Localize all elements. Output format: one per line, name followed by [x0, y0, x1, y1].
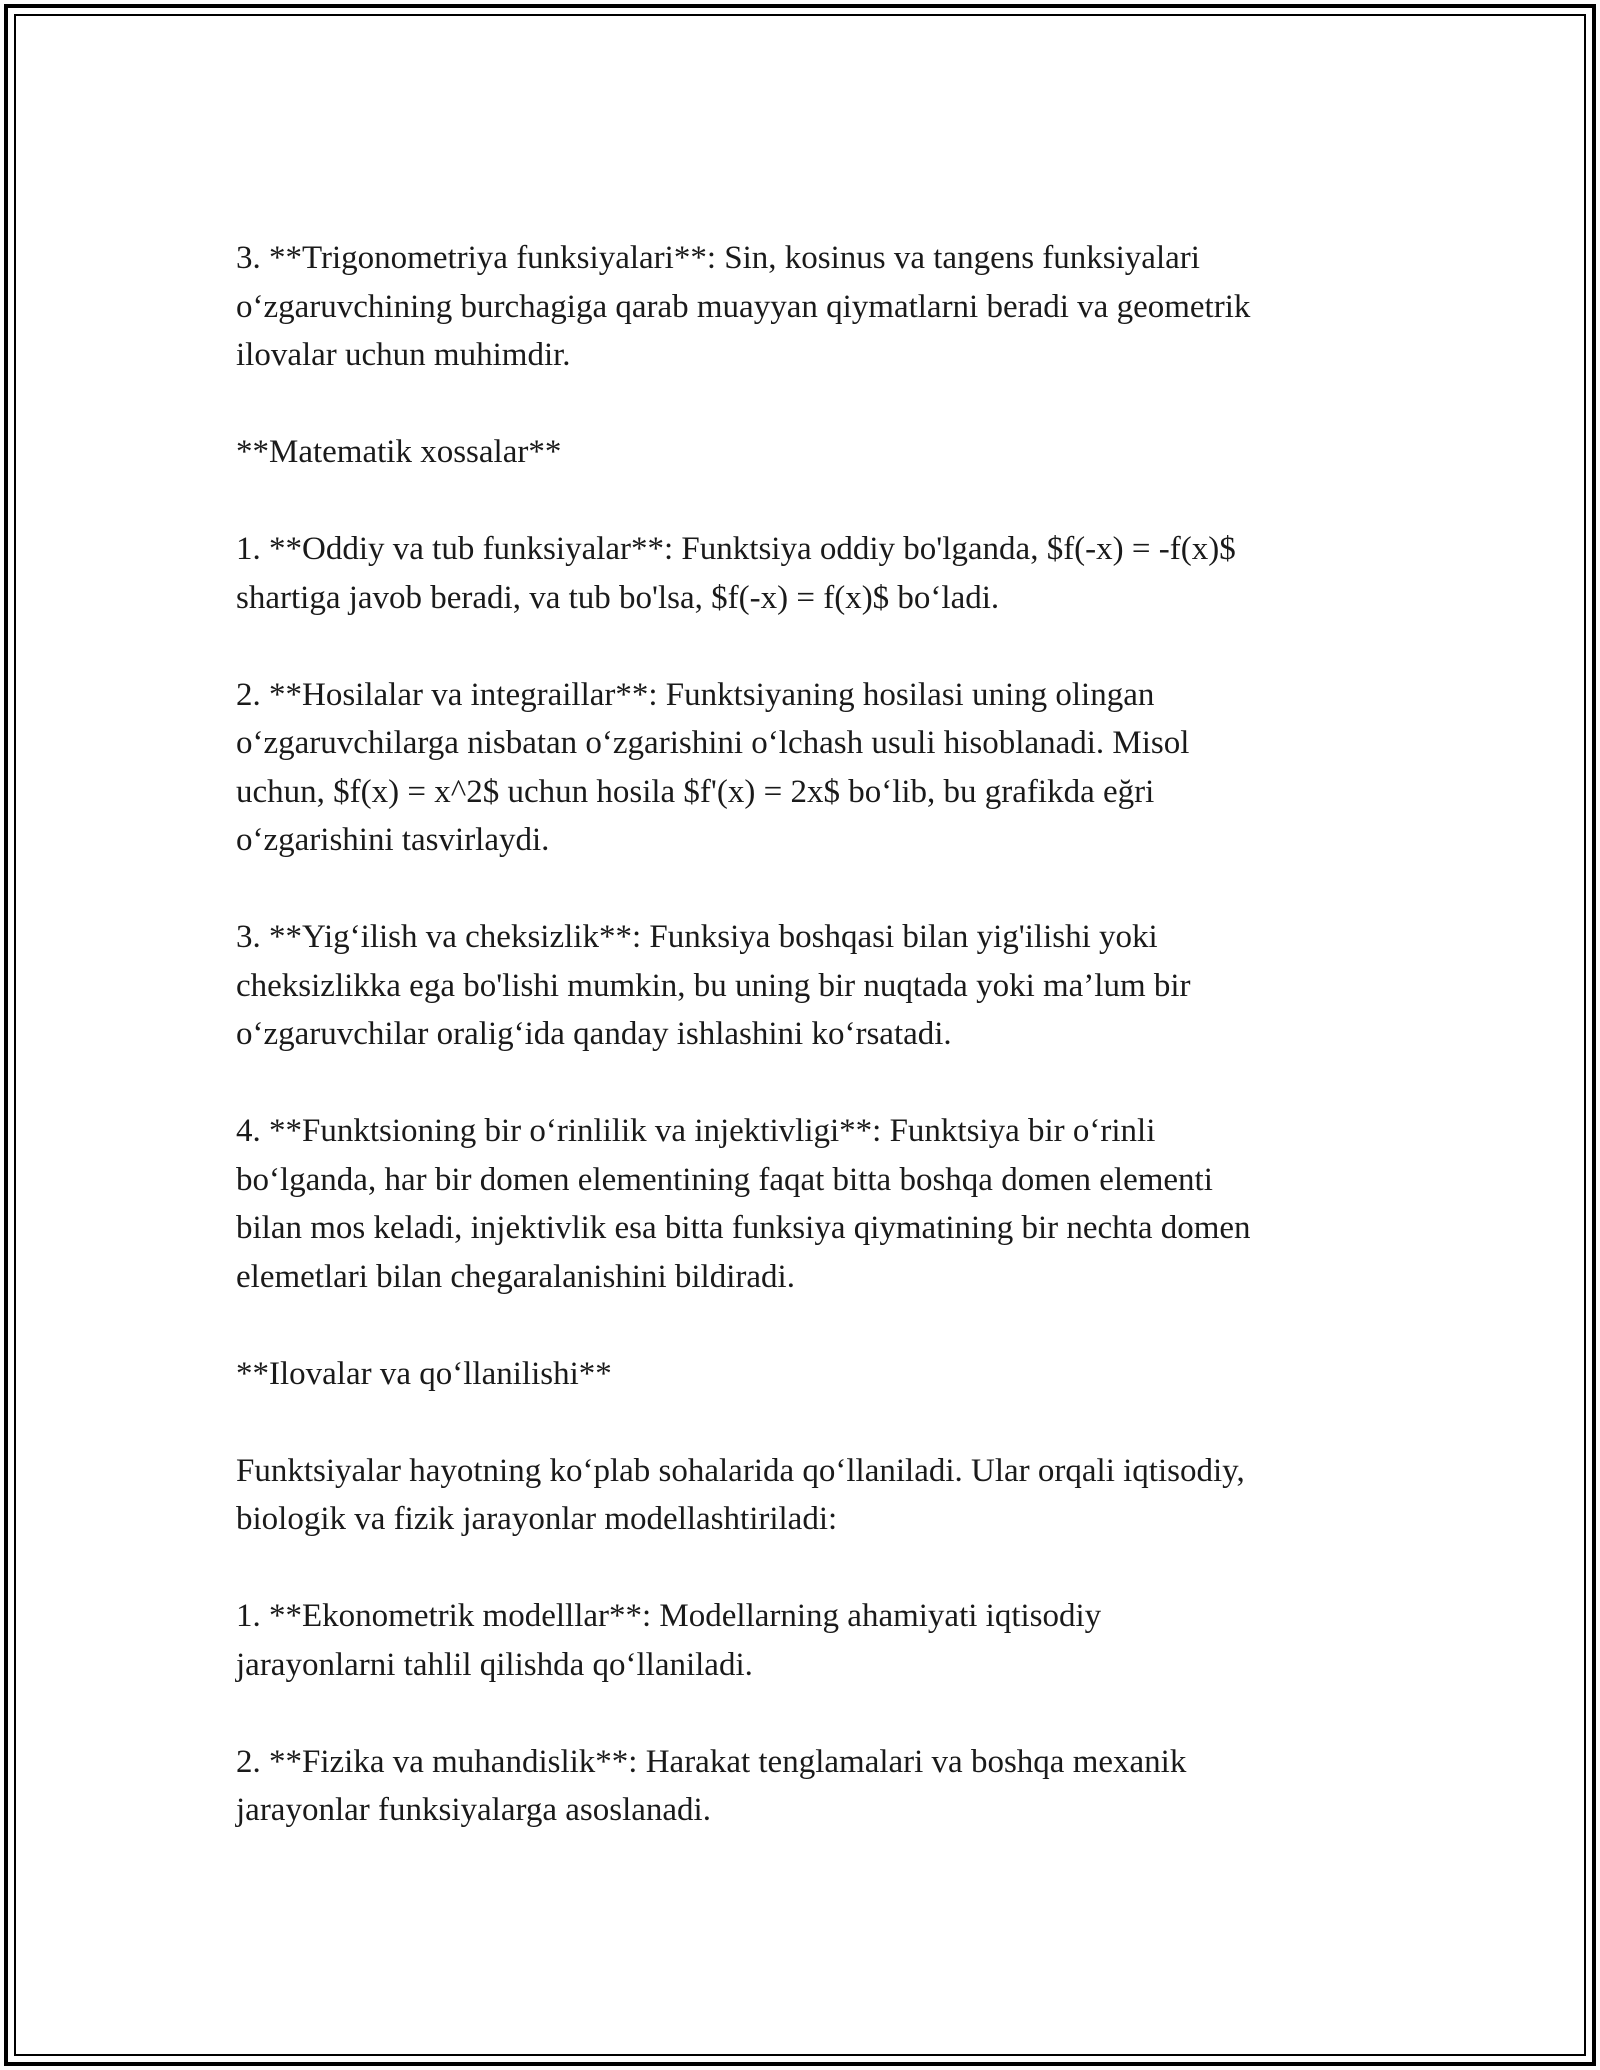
paragraph-derivatives-integrals: 2. **Hosilalar va integraillar**: Funktsiyaning hosilasi uning olingan o‘zgaruvchilarga nisbatan o‘zgarishini o‘lchash usuli hisoblanadi. Misol uchun, $f(x) = x^2$ uchun hosila $f'(x) = 2x$ bo‘lib, bu grafikda eğri o‘zgarishini tasvirlaydi.: [236, 676, 1190, 858]
paragraph-econometric-models: 1. **Ekonometrik modelllar**: Modellarning ahamiyati iqtisodiy jarayonlarni tahlil qilishda qo‘llaniladi.: [236, 1598, 1102, 1683]
heading-applications: **Ilovalar va qo‘llanilishi**: [236, 1355, 612, 1392]
paragraph-injectivity: 4. **Funktsioning bir o‘rinlilik va injektivligi**: Funktsiya bir o‘rinli bo‘lganda, har bir domen elementining faqat bitta boshqa domen elementi bilan mos keladi, injektivlik esa bitta funksiya qiymatining bir nechta domen elemetlari bilan chegaralanishini bildiradi.: [236, 1113, 1251, 1295]
paragraph-applications-intro: Funktsiyalar hayotning ko‘plab sohalarida qo‘llaniladi. Ular orqali iqtisodiy, biologik va fizik jarayonlar modellashtiriladi:: [236, 1452, 1245, 1537]
paragraph-odd-even-functions: 1. **Oddiy va tub funksiyalar**: Funktsiya oddiy bo'lganda, $f(-x) = -f(x)$ shartiga javob beradi, va tub bo'lsa, $f(-x) = f(x)$ bo‘ladi.: [236, 531, 1236, 616]
paragraph-trigonometric-functions: 3. **Trigonometriya funksiyalari**: Sin, kosinus va tangens funksiyalari o‘zgaruvchining burchagiga qarab muayyan qiymatlarni beradi va geometrik ilovalar uchun muhimdir.: [236, 240, 1251, 373]
paragraph-convergence-infinity: 3. **Yig‘ilish va cheksizlik**: Funksiya boshqasi bilan yig'ilishi yoki cheksizlikka ega bo'lishi mumkin, bu uning bir nuqtada yoki ma’lum bir o‘zgaruvchilar oralig‘ida qanday ishlashini ko‘rsatadi.: [236, 919, 1191, 1052]
paragraph-physics-engineering: 2. **Fizika va muhandislik**: Harakat tenglamalari va boshqa mexanik jarayonlar funksiyalarga asoslanadi.: [236, 1743, 1187, 1828]
heading-mathematical-properties: **Matematik xossalar**: [236, 434, 562, 470]
document-body: [236, 234, 1386, 1883]
